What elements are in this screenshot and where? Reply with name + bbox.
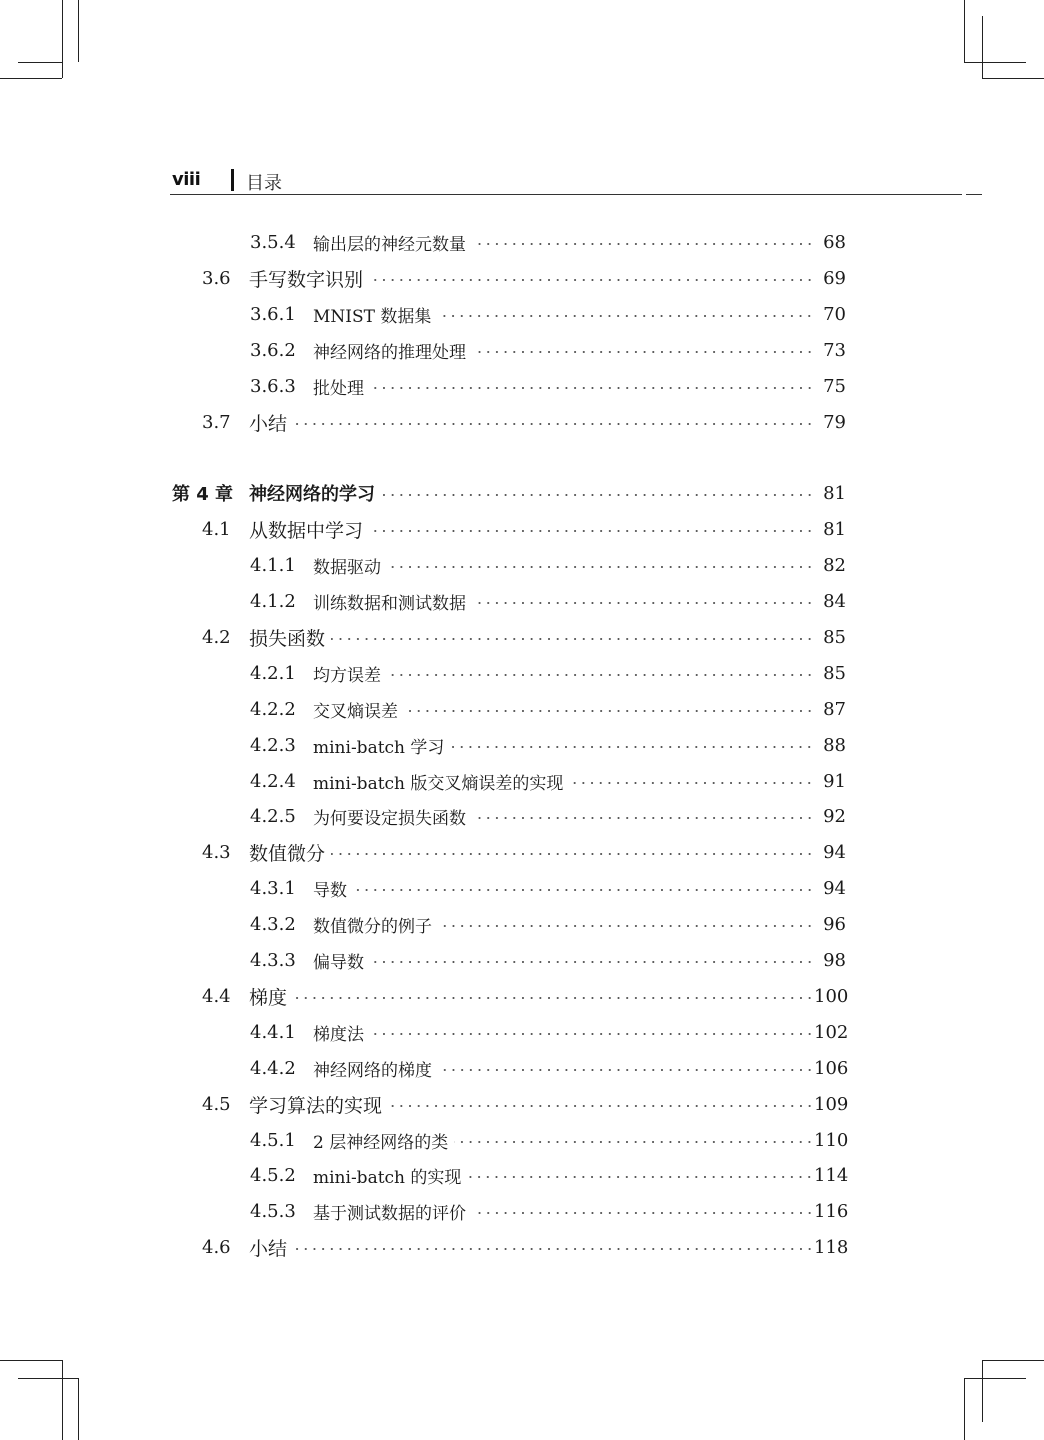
toc-entry-title: 学习算法的实现 (249, 1094, 383, 1117)
toc-entry-title: 交叉熵误差 (313, 701, 398, 722)
toc-entry-title: 基于测试数据的评价 (313, 1203, 466, 1224)
toc-entry-number: 4.6 (202, 1236, 231, 1258)
toc-subsection-row[interactable] (0, 300, 1044, 328)
toc-page-number: 114 (814, 1164, 849, 1186)
toc-page-number: 96 (823, 913, 846, 935)
toc-page-number: 98 (823, 949, 846, 971)
dot-leader (370, 959, 814, 965)
toc-entry (249, 480, 814, 506)
dot-leader (437, 313, 814, 319)
toc-entry (249, 1091, 814, 1118)
toc-entry-title: 神经网络的学习 (249, 484, 375, 505)
toc-entry (249, 516, 814, 543)
dot-leader (381, 492, 814, 498)
toc-entry-title: mini-batch 版交叉熵误差的实现 (313, 773, 564, 794)
toc-entry (313, 1128, 814, 1153)
dot-leader (438, 1067, 814, 1073)
toc-entry-title: 训练数据和测试数据 (313, 593, 466, 614)
dot-leader (454, 1139, 814, 1145)
dot-leader (387, 564, 814, 570)
dot-leader (472, 349, 814, 355)
toc-entry (249, 839, 814, 866)
toc-entry (313, 948, 814, 973)
toc-entry-title: 小结 (249, 412, 288, 435)
toc-entry-number: 4.2 (202, 626, 231, 648)
dot-leader (472, 1210, 814, 1216)
toc-entry-number: 4.3.2 (250, 913, 296, 935)
dot-leader (472, 815, 814, 821)
dot-leader (353, 887, 814, 893)
toc-entry (313, 1056, 814, 1081)
toc-section-row[interactable] (0, 515, 1044, 543)
toc-entry-title: 为何要设定损失函数 (313, 808, 466, 829)
toc-page-number: 118 (814, 1236, 849, 1258)
dot-leader (331, 851, 814, 857)
toc-page-number: 94 (823, 877, 846, 899)
toc-entry-title: 输出层的神经元数量 (313, 234, 466, 255)
header-rule (170, 194, 962, 195)
toc-entry-number: 4.2.5 (250, 805, 296, 827)
toc-page-number: 110 (814, 1129, 849, 1151)
toc-entry (313, 1199, 814, 1224)
toc-entry-number: 3.6.3 (250, 375, 296, 397)
toc-page-number: 102 (814, 1021, 849, 1043)
toc-entry-number: 3.6 (202, 267, 231, 289)
toc-entry (313, 1020, 814, 1045)
toc-entry-number: 4.5.2 (250, 1164, 296, 1186)
toc-entry (313, 374, 814, 399)
toc-entry-title: 均方误差 (313, 665, 381, 686)
toc-entry-number: 4.4.2 (250, 1057, 296, 1079)
dot-leader (472, 241, 814, 247)
toc-entry (313, 661, 814, 686)
toc-entry (249, 983, 814, 1010)
toc-chapter-row[interactable] (0, 479, 1044, 507)
toc-page-number: 70 (823, 303, 846, 325)
toc-entry-title: 导数 (313, 880, 347, 901)
toc-page-number: 85 (823, 626, 846, 648)
toc-subsection-row[interactable] (0, 1126, 1044, 1154)
toc-entry (313, 733, 814, 758)
dot-leader (388, 1103, 814, 1109)
dot-leader (293, 1246, 814, 1252)
toc-page-number: 73 (823, 339, 846, 361)
toc-subsection-row[interactable] (0, 731, 1044, 759)
toc-entry-title: 小结 (249, 1237, 288, 1260)
dot-leader (404, 708, 814, 714)
toc-subsection-row[interactable] (0, 659, 1044, 687)
toc-section-row[interactable] (0, 623, 1044, 651)
toc-page-number: 106 (814, 1057, 849, 1079)
toc-entry-number: 3.7 (202, 411, 231, 433)
toc-entry-number: 3.5.4 (250, 231, 296, 253)
toc-entry-number: 4.5.3 (250, 1200, 296, 1222)
dot-leader (467, 1174, 814, 1180)
toc-entry-title: 数值微分 (249, 842, 326, 865)
toc-section-row[interactable] (0, 1233, 1044, 1261)
toc-page-number: 81 (823, 482, 846, 504)
toc-section-row[interactable] (0, 838, 1044, 866)
dot-leader (450, 744, 814, 750)
toc-entry (313, 876, 814, 901)
toc-subsection-row[interactable] (0, 336, 1044, 364)
toc-page-number: 87 (823, 698, 846, 720)
toc-entry (313, 553, 814, 578)
toc-entry (313, 338, 814, 363)
dot-leader (472, 600, 814, 606)
toc-page-number: 82 (823, 554, 846, 576)
page-number: viii (172, 169, 201, 190)
toc-entry-number: 4.5 (202, 1093, 231, 1115)
toc-entry-number: 第 4 章 (172, 484, 234, 505)
toc-page-number: 91 (823, 770, 846, 792)
toc-entry-title: 手写数字识别 (249, 268, 364, 291)
toc-subsection-row[interactable] (0, 874, 1044, 902)
toc-entry-number: 4.4.1 (250, 1021, 296, 1043)
dot-leader (370, 1031, 814, 1037)
toc-entry-number: 4.1.2 (250, 590, 296, 612)
toc-entry (249, 624, 814, 651)
toc-entry-title: 批处理 (313, 378, 364, 399)
dot-leader (387, 672, 814, 678)
toc-section-row[interactable] (0, 408, 1044, 436)
toc-entry-title: 梯度法 (313, 1024, 364, 1045)
toc-entry (313, 230, 814, 255)
toc-page-number: 68 (823, 231, 846, 253)
dot-leader (293, 995, 814, 1001)
toc-subsection-row[interactable] (0, 1197, 1044, 1225)
toc-page-number: 100 (814, 985, 849, 1007)
toc-entry (249, 1234, 814, 1261)
dot-leader (438, 923, 814, 929)
toc-subsection-row[interactable] (0, 695, 1044, 723)
toc-entry-number: 3.6.2 (250, 339, 296, 361)
running-header (170, 166, 982, 196)
toc-page-number: 109 (814, 1093, 849, 1115)
toc-section-row[interactable] (0, 264, 1044, 292)
toc-entry-number: 4.2.2 (250, 698, 296, 720)
toc-page-number: 84 (823, 590, 846, 612)
header-rule-extension (966, 194, 982, 195)
toc-subsection-row[interactable] (0, 587, 1044, 615)
toc-entry (313, 1163, 814, 1188)
toc-entry-title: 数据驱动 (313, 557, 381, 578)
toc-subsection-row[interactable] (0, 910, 1044, 938)
toc-entry (313, 589, 814, 614)
toc-entry-number: 4.2.1 (250, 662, 296, 684)
toc-entry-title: mini-batch 学习 (313, 737, 445, 758)
toc-entry-number: 4.3.1 (250, 877, 296, 899)
toc-entry (313, 302, 814, 327)
toc-subsection-row[interactable] (0, 372, 1044, 400)
toc-entry-title: 损失函数 (249, 627, 326, 650)
toc-entry-number: 4.1 (202, 518, 231, 540)
toc-subsection-row[interactable] (0, 1161, 1044, 1189)
toc-entry-title: 从数据中学习 (249, 519, 364, 542)
toc-page-number: 85 (823, 662, 846, 684)
toc-section-row[interactable] (0, 1090, 1044, 1118)
toc-entry-number: 3.6.1 (250, 303, 296, 325)
toc-entry (313, 769, 814, 794)
toc-entry-number: 4.3.3 (250, 949, 296, 971)
toc-subsection-row[interactable] (0, 1018, 1044, 1046)
toc-entry (249, 409, 814, 436)
toc-entry-title: 梯度 (249, 986, 288, 1009)
toc-page-number: 75 (823, 375, 846, 397)
toc-page-number: 94 (823, 841, 846, 863)
toc-section-row[interactable] (0, 982, 1044, 1010)
toc-entry-number: 4.2.3 (250, 734, 296, 756)
toc-entry-title: 数值微分的例子 (313, 916, 432, 937)
toc-entry (313, 912, 814, 937)
toc-subsection-row[interactable] (0, 802, 1044, 830)
header-title: 目录 (246, 173, 282, 194)
toc-subsection-row[interactable] (0, 1054, 1044, 1082)
toc-entry (313, 697, 814, 722)
dot-leader (369, 277, 814, 283)
dot-leader (331, 636, 814, 642)
dot-leader (569, 780, 814, 786)
toc-entry-number: 4.4 (202, 985, 231, 1007)
toc-entry (249, 265, 814, 292)
toc-entry-title: 神经网络的推理处理 (313, 342, 466, 363)
toc-entry-number: 4.1.1 (250, 554, 296, 576)
toc-entry-number: 4.3 (202, 841, 231, 863)
toc-entry-title: 神经网络的梯度 (313, 1060, 432, 1081)
toc-entry-number: 4.2.4 (250, 770, 296, 792)
dot-leader (293, 421, 814, 427)
toc-page-number: 92 (823, 805, 846, 827)
dot-leader (369, 528, 814, 534)
toc-entry-title: 2 层神经网络的类 (313, 1132, 449, 1153)
dot-leader (370, 385, 814, 391)
toc-page-number: 116 (814, 1200, 849, 1222)
header-bar (231, 169, 234, 191)
toc-entry-number: 4.5.1 (250, 1129, 296, 1151)
toc-entry-title: 偏导数 (313, 952, 364, 973)
toc-page-number: 88 (823, 734, 846, 756)
toc-subsection-row[interactable] (0, 767, 1044, 795)
toc-entry (313, 804, 814, 829)
toc-page-number: 69 (823, 267, 846, 289)
toc-entry-title: mini-batch 的实现 (313, 1167, 462, 1188)
toc-subsection-row[interactable] (0, 228, 1044, 256)
toc-entry-title: MNIST 数据集 (313, 306, 432, 327)
toc-page-number: 81 (823, 518, 846, 540)
toc-subsection-row[interactable] (0, 551, 1044, 579)
toc-page-number: 79 (823, 411, 846, 433)
toc-subsection-row[interactable] (0, 946, 1044, 974)
